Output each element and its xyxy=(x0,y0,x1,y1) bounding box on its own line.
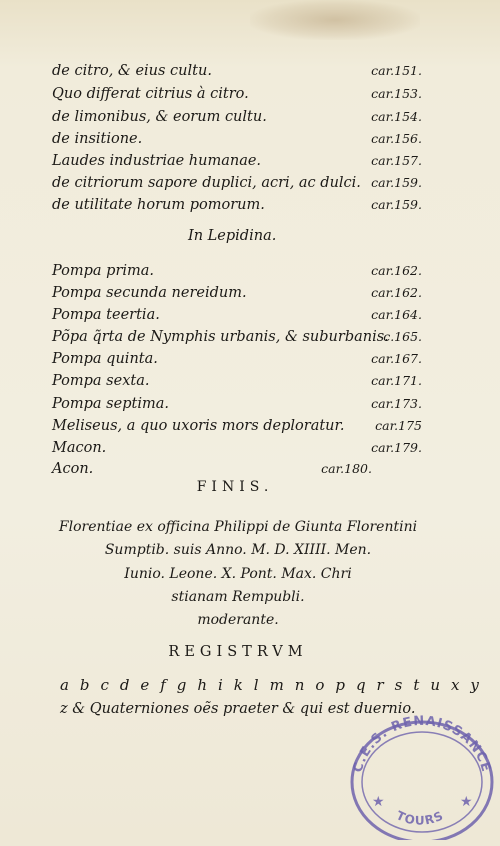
index-entry xyxy=(52,370,422,392)
entry-title: de utilitate horum pomorum. xyxy=(52,197,265,213)
entry-title: Acon. xyxy=(52,461,94,477)
entry-title: Põpa q̃rta de Nymphis urbanis, & suburbanis. xyxy=(52,329,389,345)
entry-ref: car.164. xyxy=(371,307,422,322)
registrum-note: z & Quaterniones oẽs praeter & qui est duernio. xyxy=(60,701,416,717)
entry-ref: car.159. xyxy=(371,197,422,212)
finis-heading: FINIS. xyxy=(196,479,274,495)
index-entry xyxy=(52,150,422,172)
entry-ref: car.159. xyxy=(371,175,422,190)
entry-title: Meliseus, a quo uxoris mors deploratur. xyxy=(52,418,345,434)
stamp-bottom-text: TOURS xyxy=(394,808,446,828)
entry-ref: car.167. xyxy=(371,351,422,366)
star-icon: ★ xyxy=(372,794,385,810)
colophon-line: moderante. xyxy=(197,612,279,629)
index-entry xyxy=(52,458,372,480)
svg-text:C.E.S. RENAISSANCE xyxy=(350,714,493,774)
section-heading: In Lepidina. xyxy=(188,228,277,244)
entry-title: Laudes industriae humanae. xyxy=(52,153,262,169)
svg-text:TOURS xyxy=(394,808,446,827)
entry-title: Pompa secunda nereidum. xyxy=(52,285,247,301)
index-entry xyxy=(52,106,422,128)
index-entry xyxy=(52,437,422,459)
entry-title: Pompa quinta. xyxy=(52,351,158,367)
index-entry xyxy=(52,282,422,304)
index-entry xyxy=(52,393,422,415)
entry-ref: car.154. xyxy=(371,109,422,124)
index-entry xyxy=(52,172,422,194)
entry-ref: c.165. xyxy=(383,329,422,344)
index-entry xyxy=(52,194,422,216)
colophon xyxy=(0,516,476,632)
entry-title: Pompa prima. xyxy=(52,263,155,279)
colophon-line: stianam Rempubli. xyxy=(171,588,305,605)
index-entry xyxy=(52,60,422,82)
paper-stain xyxy=(250,0,420,40)
entry-ref: car.153. xyxy=(371,86,422,101)
entry-ref: car.162. xyxy=(371,263,422,278)
entry-title: Macon. xyxy=(52,440,107,456)
entry-ref: car.179. xyxy=(371,440,422,455)
registrum-heading: REGISTRVM xyxy=(168,644,308,660)
colophon-line: Iunio. Leone. X. Pont. Max. Chri xyxy=(124,565,352,582)
index-entry xyxy=(52,128,422,150)
colophon-line: Florentiae ex officina Philippi de Giunta Florentini xyxy=(58,519,418,535)
entry-title: de citro, & eius cultu. xyxy=(52,63,212,79)
index-entry xyxy=(52,415,422,437)
star-icon: ★ xyxy=(460,794,473,810)
registrum-letters: a b c d e f g h i k l m n o p q r s t u x y xyxy=(60,676,482,694)
entry-ref: car.151. xyxy=(371,63,422,78)
entry-ref: car.171. xyxy=(371,373,422,388)
entry-title: de citriorum sapore duplici, acri, ac dulci. xyxy=(52,175,361,191)
entry-title: Pompa sexta. xyxy=(52,373,150,389)
colophon-line: Sumptib. suis Anno. M. D. XIIII. Men. xyxy=(104,542,372,559)
entry-title: Pompa teertia. xyxy=(52,307,160,323)
entry-title: Quo differat citrius à citro. xyxy=(52,86,249,102)
entry-ref: car.157. xyxy=(371,153,422,168)
entry-title: Pompa septima. xyxy=(52,396,169,412)
entry-ref: car.156. xyxy=(371,131,422,146)
entry-ref: car.162. xyxy=(371,285,422,300)
library-stamp xyxy=(342,710,498,840)
entry-title: de limonibus, & eorum cultu. xyxy=(52,109,267,125)
entry-title: de insitione. xyxy=(52,131,143,147)
index-entry xyxy=(52,83,422,105)
entry-ref: car.175 xyxy=(375,418,422,433)
index-entry xyxy=(52,326,422,348)
index-entry xyxy=(52,304,422,326)
entry-ref: car.173. xyxy=(371,396,422,411)
stamp-text: C.E.S. RENAISSANCE xyxy=(350,713,494,775)
index-entry xyxy=(52,260,422,282)
index-entry xyxy=(52,348,422,370)
entry-ref: car.180. xyxy=(321,461,372,476)
